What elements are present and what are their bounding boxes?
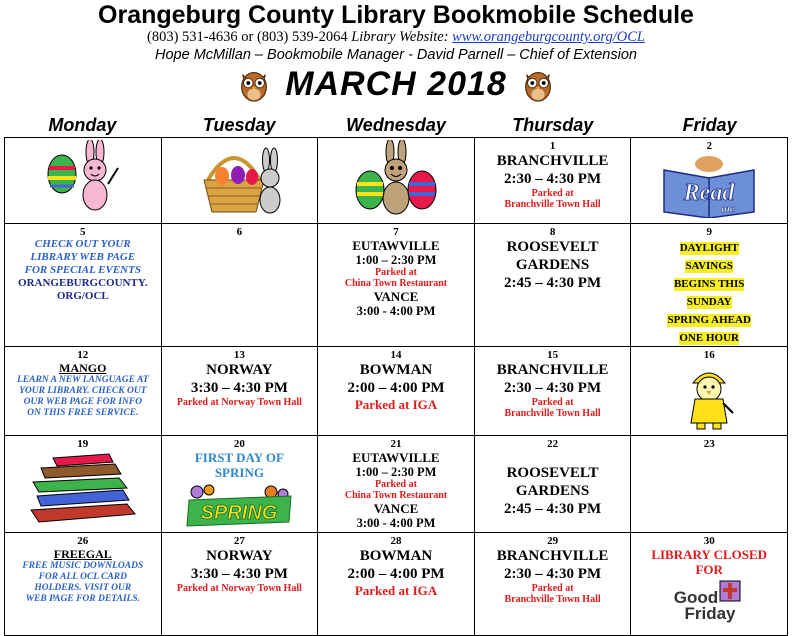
promo-text: FOR SPECIAL EVENTS	[24, 264, 141, 276]
parking-note: Parked at Norway Town Hall	[176, 397, 302, 408]
day-number: 13	[233, 349, 245, 361]
stop-location: BRANCHVILLE	[496, 548, 609, 564]
day-number: 30	[703, 535, 715, 547]
month-row	[0, 64, 792, 104]
day-number: 28	[390, 535, 402, 547]
owl-right-icon	[519, 65, 557, 103]
day-number: 20	[233, 438, 245, 450]
stop-location: GARDENS	[515, 483, 590, 499]
calendar-cell	[631, 138, 788, 224]
promo-text: OUR WEB PAGE FOR INFO	[23, 397, 143, 407]
day-number: 22	[547, 438, 559, 450]
promo-url: ORANGEBURGCOUNTY.	[18, 277, 148, 289]
stop-time: 2:00 – 4:00 PM	[347, 380, 445, 396]
parking-note: Branchville Town Hall	[504, 199, 601, 210]
promo-text: YOUR LIBRARY. CHECK OUT	[19, 386, 147, 396]
day-number: 14	[390, 349, 402, 361]
promo-text: CHECK OUT YOUR	[34, 238, 131, 250]
day-number: 29	[547, 535, 559, 547]
contact-line	[0, 29, 792, 46]
promo-text: ON THIS FREE SERVICE.	[27, 408, 139, 418]
calendar-cell	[161, 436, 318, 533]
week-row	[5, 138, 788, 224]
first-day-spring-text: FIRST DAY OF	[194, 450, 284, 465]
day-number: 19	[77, 438, 89, 450]
calendar-cell	[161, 138, 318, 224]
good-friday-cross-icon	[664, 579, 754, 623]
week-row	[5, 224, 788, 347]
calendar-cell	[5, 436, 162, 533]
spacer	[475, 450, 631, 464]
spring-flowers-banner-icon	[183, 482, 295, 528]
week-row	[5, 533, 788, 636]
stop-location: NORWAY	[206, 362, 273, 378]
parking-note: Parked at	[531, 188, 574, 199]
parking-note: Parked at IGA	[354, 397, 438, 412]
parking-note: Parked at	[375, 479, 417, 490]
day-header-tuesday: Tuesday	[202, 115, 276, 135]
calendar-cell	[161, 533, 318, 636]
stop-time: 2:00 – 4:00 PM	[347, 566, 445, 582]
highlight-text: SAVINGS	[685, 260, 733, 272]
calendar-cell	[474, 224, 631, 347]
website-label: Library Website:	[351, 29, 449, 45]
stop-time: 1:00 – 2:30 PM	[355, 465, 437, 479]
schedule-header	[0, 1, 792, 104]
calendar-cell	[5, 533, 162, 636]
first-day-spring-text: SPRING	[214, 465, 264, 480]
stop-location: BRANCHVILLE	[496, 362, 609, 378]
parking-note: Branchville Town Hall	[504, 408, 601, 419]
parking-note: Parked at	[531, 397, 574, 408]
stop-location: BRANCHVILLE	[496, 153, 609, 169]
stop-time: 2:45 – 4:30 PM	[504, 501, 602, 517]
calendar-cell	[474, 533, 631, 636]
owl-left-icon	[235, 65, 273, 103]
day-header-wednesday: Wednesday	[346, 115, 446, 135]
weekday-headers	[4, 114, 788, 137]
parking-note: Parked at	[531, 583, 574, 594]
chick-raincoat-icon	[679, 363, 739, 431]
stop-location: EUTAWVILLE	[352, 450, 440, 465]
calendar-cell	[318, 436, 475, 533]
promo-text: LIBRARY WEB PAGE	[30, 251, 136, 263]
promo-text: FOR ALL OCL CARD	[38, 572, 127, 582]
parking-note: China Town Restaurant	[344, 490, 448, 501]
day-number: 1	[549, 140, 556, 152]
closed-notice: FOR	[695, 562, 723, 577]
easter-basket-bunny-icon	[194, 140, 284, 220]
stop-time: 2:30 – 4:30 PM	[504, 171, 602, 187]
day-number: 7	[393, 226, 399, 238]
stop-location: GARDENS	[515, 257, 590, 273]
day-number: 12	[77, 349, 89, 361]
friday-word: Friday	[684, 604, 736, 623]
calendar-cell	[631, 224, 788, 347]
calendar-cell	[161, 224, 318, 347]
parking-note: Parked at IGA	[354, 583, 438, 598]
calendar-cell	[474, 138, 631, 224]
stop-location: BOWMAN	[359, 548, 433, 564]
day-header-thursday: Thursday	[512, 115, 594, 135]
spring-word: SPRING	[201, 502, 278, 524]
book-stack-icon	[23, 452, 143, 524]
day-number: 9	[706, 226, 712, 238]
page-title: Orangeburg County Library Bookmobile Schedule	[98, 1, 694, 29]
highlight-text: DAYLIGHT	[679, 242, 739, 254]
month-heading: MARCH 2018	[285, 65, 507, 103]
promo-text: LEARN A NEW LANGUAGE AT	[16, 375, 149, 385]
stop-time: 2:30 – 4:30 PM	[504, 566, 602, 582]
stop-location: EUTAWVILLE	[352, 238, 440, 253]
phone-numbers: (803) 531-4636 or (803) 539-2064	[147, 29, 348, 45]
calendar-cell	[631, 347, 788, 436]
highlight-text: BEGINS THIS	[673, 278, 745, 290]
day-number: 27	[233, 535, 245, 547]
stop-time: 1:00 – 2:30 PM	[355, 253, 437, 267]
highlight-text: ONE HOUR	[679, 332, 739, 344]
parking-note: China Town Restaurant	[344, 278, 448, 289]
calendar-cell	[161, 347, 318, 436]
highlight-text: SPRING AHEAD	[667, 314, 751, 326]
stop-location: ROOSEVELT	[506, 465, 599, 481]
stop-time: 3:00 - 4:00 PM	[356, 516, 436, 530]
calendar-cell	[474, 347, 631, 436]
promo-url: ORG/OCL	[56, 290, 109, 302]
day-number: 21	[390, 438, 402, 450]
read-me-book-icon	[660, 154, 758, 218]
me-word: me	[721, 203, 735, 215]
parking-note: Parked at	[375, 267, 417, 278]
stop-time: 2:45 – 4:30 PM	[504, 275, 602, 291]
managers-line: Hope McMillan – Bookmobile Manager - David Parnell – Chief of Extension	[155, 47, 637, 63]
easter-bunny-egg-icon	[38, 140, 128, 216]
calendar-grid	[4, 137, 788, 636]
highlight-text: SUNDAY	[686, 296, 732, 308]
day-number: 15	[547, 349, 559, 361]
calendar-cell	[631, 533, 788, 636]
calendar-cell	[631, 436, 788, 533]
good-word: Good	[673, 588, 719, 607]
day-header-monday: Monday	[48, 115, 117, 135]
stop-time: 2:30 – 4:30 PM	[504, 380, 602, 396]
website-link[interactable]: www.orangeburgcounty.org/OCL	[452, 29, 645, 45]
calendar-cell	[318, 533, 475, 636]
promo-text: HOLDERS. VISIT OUR	[34, 583, 132, 593]
day-number: 8	[549, 226, 556, 238]
stop-location: BOWMAN	[359, 362, 433, 378]
stop-location: NORWAY	[206, 548, 273, 564]
bunny-holding-eggs-icon	[348, 140, 444, 220]
day-number: 23	[703, 438, 715, 450]
calendar-cell	[5, 224, 162, 347]
week-row	[5, 347, 788, 436]
day-number: 6	[236, 226, 243, 238]
parking-note: Branchville Town Hall	[504, 594, 601, 605]
stop-time: 3:00 - 4:00 PM	[356, 304, 436, 318]
day-number: 26	[77, 535, 89, 547]
stop-time: 3:30 – 4:30 PM	[190, 566, 288, 582]
day-number: 5	[80, 226, 86, 238]
stop-location: VANCE	[373, 501, 419, 516]
parking-note: Parked at Norway Town Hall	[176, 583, 302, 594]
read-word: Read	[683, 180, 735, 206]
stop-location: VANCE	[373, 289, 419, 304]
calendar-cell	[5, 347, 162, 436]
day-header-friday: Friday	[682, 115, 737, 135]
promo-title: MANGO	[59, 361, 107, 375]
stop-location: ROOSEVELT	[506, 239, 599, 255]
closed-notice: LIBRARY CLOSED	[651, 547, 768, 562]
promo-text: FREE MUSIC DOWNLOADS	[22, 561, 144, 571]
calendar-cell	[318, 224, 475, 347]
week-row	[5, 436, 788, 533]
promo-text: WEB PAGE FOR DETAILS.	[25, 594, 140, 604]
promo-title: FREEGAL	[53, 547, 112, 561]
day-number: 16	[703, 349, 715, 361]
calendar-cell	[318, 347, 475, 436]
calendar-cell	[474, 436, 631, 533]
stop-time: 3:30 – 4:30 PM	[190, 380, 288, 396]
calendar-cell	[5, 138, 162, 224]
day-number: 2	[706, 140, 712, 152]
calendar-cell	[318, 138, 475, 224]
